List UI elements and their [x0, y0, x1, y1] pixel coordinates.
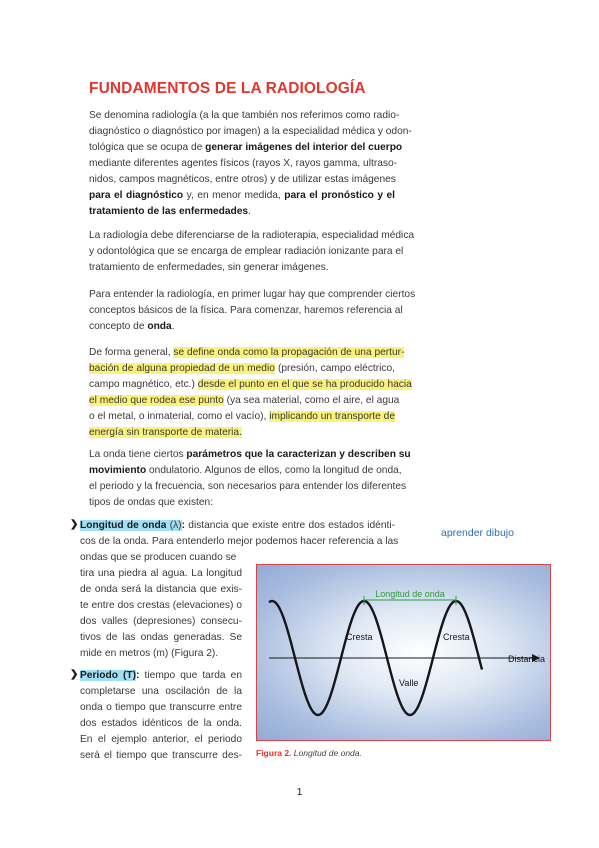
paragraph-intro: Se denomina radiología (a la que también nos referimos como radio- diagnóstico o diagnóstico por imagen) a la especialidad médica y odon- tológica que se ocupa de generar imágenes del interior del cuerpo mediante diferentes agentes físicos (rayos X, rayos gamma, ultraso- nidos, campos magnéticos, entre otros) y de utilizar estas imágenes para el diagnóstico y, en menor medida, para el pronóstico y el tratamiento de las enfermedades. [89, 110, 412, 217]
wave-diagram [257, 565, 552, 742]
term-highlight: Periodo (T) [80, 670, 137, 681]
bullet-longitud-de-onda: Longitud de onda (λ): distancia que existe entre dos estados idénti- cos de la onda. Para entenderlo mejor podemos hacer referencia a las [80, 520, 399, 547]
side-note: aprender dibujo [441, 527, 514, 539]
axis-label: Distancia [507, 654, 545, 664]
highlight: se define onda como la propagación de una pertur- [173, 347, 405, 358]
highlight: energía sin transporte de materia. [89, 427, 242, 438]
page-number: 1 [296, 786, 303, 798]
bullet-arrow-icon: ❯ [70, 519, 79, 530]
wave-figure [256, 564, 551, 741]
page-title: FUNDAMENTOS DE LA RADIOLOGÍA [89, 80, 366, 97]
figure-caption: Figura 2. Longitud de onda. [256, 748, 362, 758]
paragraph-onda-definition: De forma general, se define onda como la propagación de una pertur- bación de alguna propiedad de un medio (presión, campo eléctrico, campo magnético, etc.) desde el punto en el que se ha producido hacia el medio que rodea ese punto (ya sea material, como el aire, el agua o el metal, o inmaterial, como el vacío), implicando un transporte de energía sin transporte de materia. [89, 347, 412, 438]
term-highlight: Longitud de onda [80, 520, 167, 531]
bullet-longitud-de-onda-cont: ondas que se producen cuando se tira una piedra al agua. La longitud de onda será la distancia que exis- te entre dos crestas (elevaciones) o dos valles (depresiones) consecu- tivos de las ondas generadas. Se mide en metros (m) (Figura 2). [80, 552, 242, 659]
wavelength-label: Longitud de onda [375, 589, 445, 599]
highlight: bación de alguna propiedad de un medio [89, 363, 275, 374]
crest-label: Cresta [346, 632, 373, 642]
highlight: desde el punto en el que se ha producido hacia [197, 379, 412, 390]
bullet-periodo: Periodo (T): tiempo que tarda en completarse una oscilación de la onda o tiempo que transcurre entre dos estados idénticos de la onda. En el ejemplo anterior, el periodo será el tiempo que transcurre des- [80, 670, 243, 761]
highlight: el medio que rodea ese punto [89, 395, 224, 406]
trough-label: Valle [399, 678, 419, 688]
highlight: implicando un transporte de [269, 411, 395, 422]
paragraph-parametros: La onda tiene ciertos parámetros que la caracterizan y describen su movimiento ondulatorio. Algunos de ellos, como la longitud de onda, el periodo y la frecuencia, son necesarios para entender los diferentes tipos de ondas que existen: [89, 449, 411, 508]
bullet-arrow-icon: ❯ [70, 669, 79, 680]
crest-label: Cresta [443, 632, 470, 642]
paragraph-conceptos: Para entender la radiología, en primer lugar hay que comprender ciertos conceptos básicos de la física. Para comenzar, haremos referencia al concepto de onda. [89, 289, 416, 332]
paragraph-radioterapia: La radiología debe diferenciarse de la radioterapia, especialidad médica y odontológica que se encarga de emplear radiación ionizante para el tratamiento de enfermedades, sin generar imágenes. [89, 230, 415, 273]
